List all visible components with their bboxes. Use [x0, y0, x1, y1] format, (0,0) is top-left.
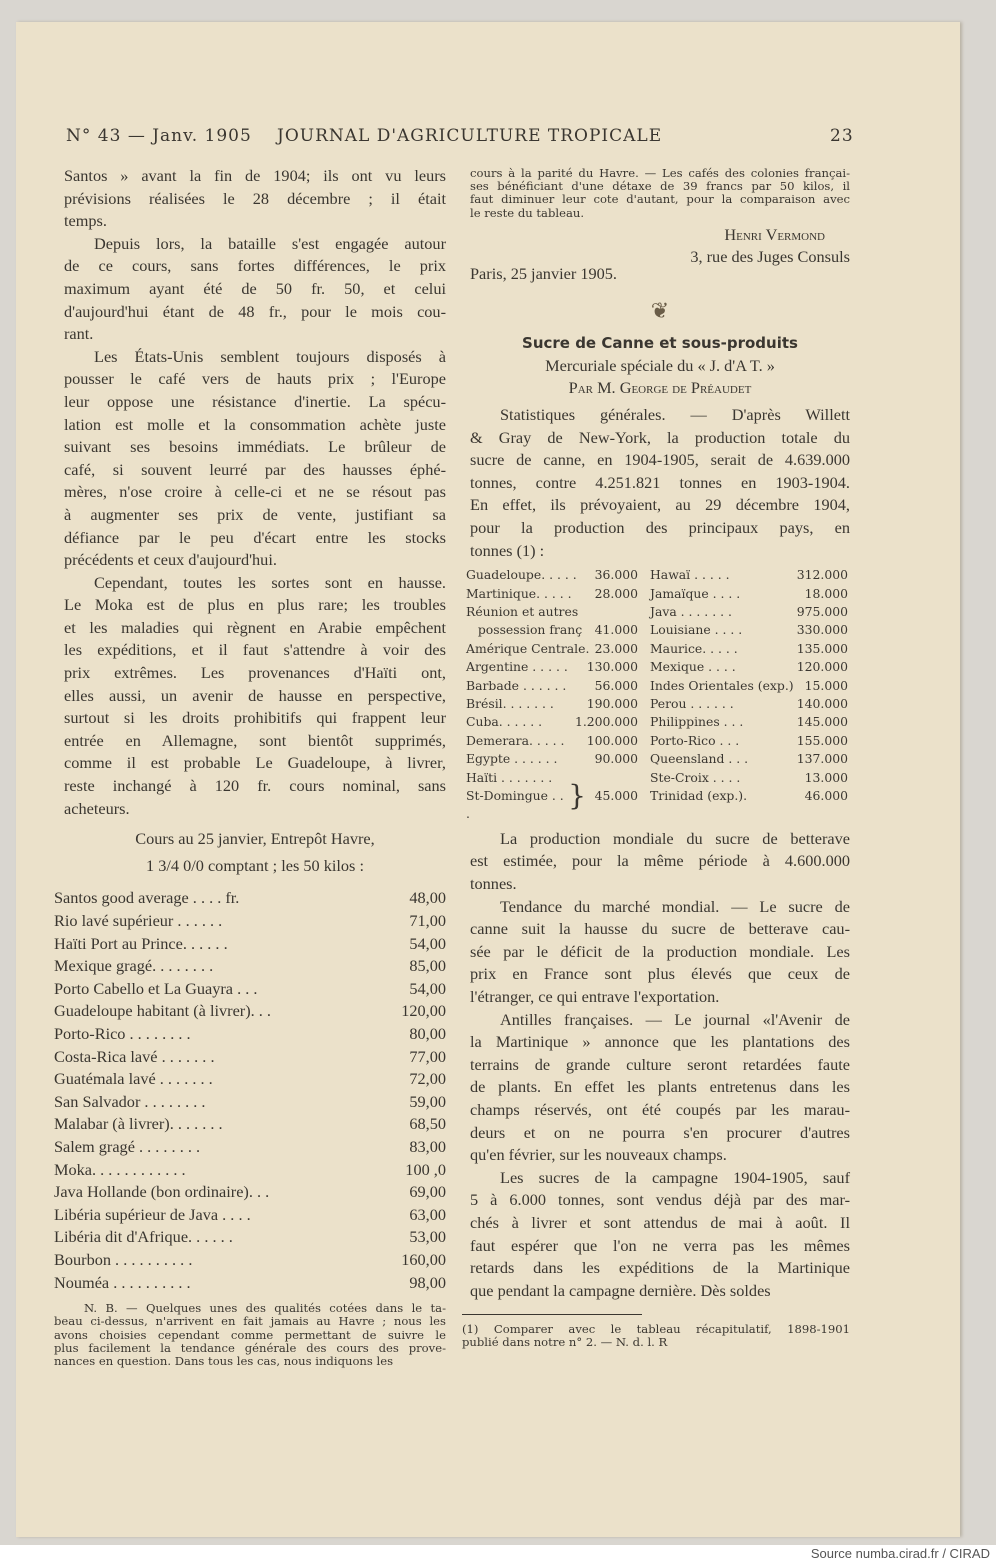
text-line: publié dans notre n° 2. — N. d. l. R: [462, 1335, 668, 1350]
table-row: [650, 585, 848, 603]
text-line: faut diminuer leur cote d'autant, pour la comparaison avec: [470, 192, 850, 207]
text-line: mères, n'ose croire à celle-ci et ne se résout pas: [64, 482, 446, 502]
text-line: lation est molle et la consommation achète juste: [64, 414, 446, 434]
text-line: surtout si les droits prohibitifs qui frappent leur: [64, 708, 446, 728]
table-row: [650, 750, 848, 768]
cours-title: Cours au 25 janvier, Entrepôt Havre,: [135, 829, 375, 849]
row-value: 23.000: [594, 640, 638, 656]
row-value: 15.000: [804, 677, 848, 693]
row-label: Costa-Rica lavé . . . . . . .: [54, 1046, 215, 1066]
row-value: 130.000: [586, 659, 638, 675]
text-line: tonnes.: [470, 874, 517, 893]
row-value: 45.000: [594, 788, 638, 803]
text-line: maximum ayant été de 50 fr. 50, et celui: [64, 278, 446, 298]
text-line: que pendant la campagne dernière. Dès soldes: [470, 1280, 771, 1300]
table-row: [54, 1226, 446, 1249]
text-line: chés à livrer et sont attendus de mai à août. Il: [470, 1212, 850, 1232]
paragraph: [470, 1009, 850, 1167]
text-line: champs réservés, ont été coupés par les marau-: [470, 1099, 850, 1119]
text-line: sée par le déficit de la production mondiale. Les: [470, 941, 850, 961]
row-value: 53,00: [409, 1227, 446, 1247]
right-column: [462, 166, 850, 1350]
row-label: Maurice. . . . .: [650, 640, 738, 656]
table-row: [466, 566, 638, 584]
text-line: rant.: [64, 324, 94, 344]
row-label: Amérique Centrale.: [466, 640, 590, 656]
table-row: [54, 1068, 446, 1091]
row-value: 18.000: [804, 585, 848, 601]
text-line: prix en France sont plus élevés que ceux de: [470, 964, 850, 984]
row-label: Indes Orientales (exp.): [650, 677, 794, 693]
paragraph: [470, 896, 850, 1009]
row-label: Perou . . . . . .: [650, 695, 734, 711]
text-line: terrains de grande culture seront retardées faute: [470, 1054, 850, 1074]
row-label: Haïti Port au Prince. . . . . .: [54, 933, 228, 953]
text-line: reste inchangé à 120 fr. cours nominal, sans: [64, 776, 446, 796]
article-title: Sucre de Canne et sous-produits: [522, 334, 798, 353]
row-label: Hawaï . . . . .: [650, 567, 730, 583]
row-value: 135.000: [796, 640, 848, 656]
row-value: 71,00: [409, 911, 446, 930]
article-subtitle: Mercuriale spéciale du « J. d'A T. »: [545, 355, 775, 375]
row-label: Trinidad (exp.).: [650, 788, 748, 803]
text-line: faut espérer que l'on ne verra pas les mêmes: [470, 1235, 850, 1255]
brace-icon: }: [568, 779, 586, 813]
row-value: 120.000: [796, 659, 848, 675]
row-label: Egypte . . . . . .: [466, 751, 558, 767]
text-line: Les États-Unis semblent toujours disposés à: [94, 346, 446, 366]
source-credit: Source numba.cirad.fr / CIRAD: [810, 1546, 990, 1561]
row-label: Mexique gragé. . . . . . . .: [54, 956, 214, 976]
row-value: 140.000: [796, 695, 848, 711]
paragraph: [470, 404, 850, 562]
text-line: 5 à 6.000 tonnes, sont vendus déjà par des mar-: [470, 1190, 850, 1210]
journal-title: JOURNAL D'AGRICULTURE TROPICALE: [277, 126, 663, 146]
row-label: Ste-Croix . . . .: [650, 769, 741, 785]
paragraph: [64, 233, 446, 346]
row-label: Guatémala lavé . . . . . . .: [54, 1069, 213, 1089]
text-line: est estimée, pour la même période à 4.600.000: [470, 851, 850, 871]
row-value: 72,00: [409, 1069, 446, 1089]
row-label: Bourbon . . . . . . . . . .: [54, 1249, 193, 1269]
row-value: [578, 603, 638, 621]
row-label: Demerara. . . . .: [466, 732, 565, 748]
text-line: sucre de canne, en 1904-1905, serait de 4.639.000: [470, 450, 850, 470]
text-line: Cependant, toutes les sortes sont en hausse.: [94, 572, 446, 592]
table-row: [650, 769, 848, 787]
place-date: Paris, 25 janvier 1905.: [470, 264, 617, 283]
row-label: Brésil. . . . . . .: [466, 695, 554, 711]
row-label: Moka. . . . . . . . . . . .: [54, 1159, 186, 1179]
table-row: [54, 1204, 446, 1227]
row-label: Cuba. . . . . .: [466, 714, 543, 730]
table-row: [650, 603, 848, 621]
text-line: avons choisies cependant comme permettant de suivre le: [54, 1327, 446, 1342]
row-value: 41.000: [594, 622, 638, 638]
article-author: Par M. George de Préaudet: [568, 378, 752, 398]
table-row: [54, 1046, 446, 1069]
row-label: Nouméa . . . . . . . . . .: [54, 1272, 191, 1292]
footnote: [462, 1323, 850, 1349]
text-line: qu'en février, sur les nouveaux champs.: [470, 1145, 727, 1165]
row-value: 137.000: [796, 751, 848, 767]
text-line: prévisions réalisées le 28 décembre ; il était: [64, 188, 446, 208]
text-line: ses bénéficiant d'une détaxe de 39 francs par 50 kilos, il: [470, 179, 850, 194]
paragraph: [64, 165, 446, 233]
row-value: 90.000: [594, 751, 638, 767]
row-value: 330.000: [796, 622, 848, 638]
row-value: 98,00: [409, 1272, 446, 1292]
text-line: deurs et on ne pourra s'en procurer d'autres: [470, 1122, 850, 1142]
text-line: pousser le café vers de hauts prix ; l'Europe: [64, 369, 446, 389]
row-label: Mexique . . . .: [650, 659, 736, 675]
table-row: [54, 1000, 446, 1023]
row-label: Rio lavé supérieur . . . . . .: [54, 911, 223, 930]
text-line: canne suit la hausse du sucre de betterave cau-: [470, 919, 850, 939]
row-label: Porto-Rico . . .: [650, 732, 740, 748]
row-value: 975.000: [796, 603, 848, 619]
table-row: [650, 658, 848, 676]
row-label: San Salvador . . . . . . . .: [54, 1091, 206, 1111]
row-value: 1.200.000: [574, 714, 638, 730]
text-line: pour la production des principaux pays, en: [470, 517, 850, 537]
table-row: [650, 621, 848, 639]
text-line: l'étranger, ce qui entrave l'exportation.: [470, 986, 720, 1006]
table-row: [466, 658, 638, 676]
row-label: Porto-Rico . . . . . . . .: [54, 1023, 191, 1043]
row-value: 100.000: [586, 732, 638, 748]
table-row: [466, 732, 638, 750]
row-label: Santos good average . . . . fr.: [54, 888, 240, 908]
text-line: elles aussi, un avenir de hausse en perspective,: [64, 685, 446, 705]
row-label: Barbade . . . . . .: [466, 677, 567, 693]
row-value: 46.000: [804, 788, 848, 803]
row-value: 63,00: [409, 1204, 446, 1224]
text-line: café, si souvent leurré par des hausses éphé-: [64, 459, 446, 479]
row-label: Haïti . . . . . . .: [466, 769, 553, 785]
text-line: En effet, ils prévoyaient, au 29 décembre 1904,: [470, 495, 850, 515]
table-row: [54, 1113, 446, 1136]
text-line: la Martinique » annonce que les plantations des: [470, 1032, 850, 1052]
text-line: à augmenter ses prix de vente, justifiant sa: [64, 504, 446, 524]
row-value: 77,00: [409, 1046, 446, 1066]
row-label: Queensland . . .: [650, 751, 749, 767]
issue-number: N° 43 — Janv. 1905: [66, 126, 252, 146]
text-line: beau ci-dessus, n'arrivent en fait jamais au Havre ; nous les: [54, 1314, 446, 1329]
brace-row: [466, 769, 638, 824]
nb-note: [54, 1302, 446, 1368]
table-row: [650, 787, 848, 805]
text-line: acheteurs.: [64, 798, 130, 818]
text-line: N. B. — Quelques unes des qualités cotées dans le ta-: [84, 1301, 446, 1316]
text-line: et les maladies qui règnent en Arabie empêchent: [64, 617, 446, 637]
row-label: Java Hollande (bon ordinaire). . .: [54, 1182, 270, 1202]
text-line: prix extrêmes. Les provenances d'Haïti ont,: [64, 663, 446, 683]
row-value: 100 ,0: [405, 1159, 446, 1179]
text-line: nances en question. Dans tous les cas, nous indiquons les: [54, 1353, 394, 1368]
table-row: [54, 910, 446, 933]
row-value: 13.000: [804, 769, 848, 785]
paragraph: [64, 572, 446, 821]
table-row: [650, 713, 848, 731]
text-line: tonnes, contre 4.251.821 tonnes en 1903-1904.: [470, 472, 850, 492]
text-line: les expéditions, et il faut s'attendre à voir des: [64, 640, 446, 660]
table-row: [466, 603, 638, 621]
row-value: 120,00: [401, 1001, 446, 1021]
paragraph: [470, 828, 850, 896]
paragraph: [64, 346, 446, 572]
row-value: 68,50: [409, 1114, 446, 1134]
text-line: Tendance du marché mondial. — Le sucre de: [500, 896, 850, 916]
table-row: [54, 1136, 446, 1159]
table-row: [466, 621, 638, 639]
table-row: [54, 955, 446, 978]
text-line: retards dans les expéditions de la Martinique: [470, 1258, 850, 1278]
table-row: [650, 732, 848, 750]
table-row: [54, 933, 446, 956]
page-number: 23: [830, 126, 854, 146]
price-table: [54, 887, 446, 1294]
text-line: Les sucres de la campagne 1904-1905, sauf: [500, 1167, 850, 1187]
row-value: 54,00: [409, 933, 446, 953]
text-line: plus facilement la tendance générale des cours des prove-: [54, 1340, 446, 1355]
address: 3, rue des Juges Consuls: [690, 247, 850, 267]
row-label: Java . . . . . . .: [650, 603, 732, 619]
row-value: 36.000: [594, 567, 638, 583]
row-value: 56.000: [594, 677, 638, 693]
table-row: [650, 640, 848, 658]
table-row: [54, 1023, 446, 1046]
left-column: [54, 165, 446, 1368]
table-row: [54, 887, 446, 910]
table-row: [650, 695, 848, 713]
text-line: précédents et ceux d'aujourd'hui.: [64, 550, 277, 570]
row-value: 54,00: [409, 978, 446, 998]
row-value: 48,00: [409, 888, 446, 908]
text-line: leur oppose une résistance d'inertie. La spécu-: [64, 391, 446, 411]
text-line: cours à la parité du Havre. — Les cafés des colonies françai-: [470, 166, 850, 180]
row-label: Guadeloupe. . . . .: [466, 567, 577, 583]
row-value: 160,00: [401, 1249, 446, 1269]
table-row: [54, 1272, 446, 1295]
row-label: possession franç: [466, 622, 583, 638]
row-value: 28.000: [594, 585, 638, 601]
text-line: d'aujourd'hui étant de 48 fr., pour le mois cou-: [64, 301, 446, 321]
text-line: défiance par le peu d'écart entre les stocks: [64, 527, 446, 547]
table-row: [650, 566, 848, 584]
table-row: [54, 1249, 446, 1272]
text-line: Statistiques générales. — D'après Willett: [500, 404, 850, 424]
text-line: La production mondiale du sucre de betterave: [500, 828, 850, 848]
table-row: [466, 640, 638, 658]
text-line: suivant ses besoins immédiats. Le brûleur de: [64, 437, 446, 457]
ornament-icon: ❦: [650, 297, 670, 323]
text-line: le reste du tableau.: [470, 205, 585, 220]
table-row: [466, 713, 638, 731]
row-value: 190.000: [586, 695, 638, 711]
table-row: [650, 677, 848, 695]
text-line: tonnes (1) :: [470, 540, 545, 560]
table-row: [466, 695, 638, 713]
table-row: [466, 585, 638, 603]
table-row: [54, 1159, 446, 1182]
text-line: de plants. En effet les plants entretenus dans les: [470, 1077, 850, 1097]
signature: [470, 224, 850, 247]
text-line: Santos » avant la fin de 1904; ils ont vu leurs: [64, 166, 446, 185]
production-table: [466, 566, 850, 824]
text-line: Antilles françaises. — Le journal «l'Avenir de: [500, 1009, 850, 1029]
row-label: St-Domingue . . .: [466, 788, 564, 822]
row-label: Réunion et autres: [466, 603, 579, 619]
text-line: Le Moka est de plus en plus rare; les troubles: [64, 595, 446, 615]
row-label: Jamaïque . . . .: [650, 585, 741, 601]
row-value: 85,00: [409, 956, 446, 976]
row-label: Guadeloupe habitant (à livrer). . .: [54, 1001, 271, 1021]
text-line: de ce cours, sans fortes différences, le prix: [64, 256, 446, 276]
row-label: Malabar (à livrer). . . . . . .: [54, 1114, 223, 1134]
footnote-divider: [462, 1314, 642, 1315]
row-label: Porto Cabello et La Guayra . . .: [54, 978, 258, 998]
row-label: Martinique. . . . .: [466, 585, 572, 601]
row-value: 59,00: [409, 1091, 446, 1111]
row-value: 69,00: [409, 1182, 446, 1202]
row-label: Argentine . . . . .: [466, 659, 568, 675]
cours-subtitle: 1 3/4 0/0 comptant ; les 50 kilos :: [146, 855, 364, 875]
row-label: Louisiane . . . .: [650, 622, 743, 638]
row-value: 83,00: [409, 1136, 446, 1156]
row-value: 312.000: [796, 567, 848, 583]
row-value: 80,00: [409, 1023, 446, 1043]
text-line: & Gray de New-York, la production totale du: [470, 427, 850, 447]
table-row: [466, 677, 638, 695]
text-line: (1) Comparer avec le tableau récapitulatif, 1898-1901: [462, 1322, 850, 1337]
table-row: [54, 978, 446, 1001]
text-line: entrée en Allemagne, sont bientôt supprimés,: [64, 730, 446, 750]
table-row: [466, 750, 638, 768]
paragraph: [470, 1167, 850, 1303]
havre-note: [470, 167, 850, 220]
row-value: 145.000: [796, 714, 848, 730]
row-label: Salem gragé . . . . . . . .: [54, 1136, 201, 1156]
row-label: Libéria dit d'Afrique. . . . . .: [54, 1227, 233, 1247]
text-line: comme il est probable Le Guadeloupe, à livrer,: [64, 753, 446, 773]
row-value: 155.000: [796, 732, 848, 748]
table-row: [54, 1091, 446, 1114]
row-label: Philippines . . .: [650, 714, 744, 730]
row-label: Libéria supérieur de Java . . . .: [54, 1204, 251, 1224]
author-name: Henri Vermond: [724, 224, 825, 244]
text-line: temps.: [64, 211, 107, 231]
text-line: Depuis lors, la bataille s'est engagée autour: [94, 233, 446, 253]
table-row: [54, 1181, 446, 1204]
